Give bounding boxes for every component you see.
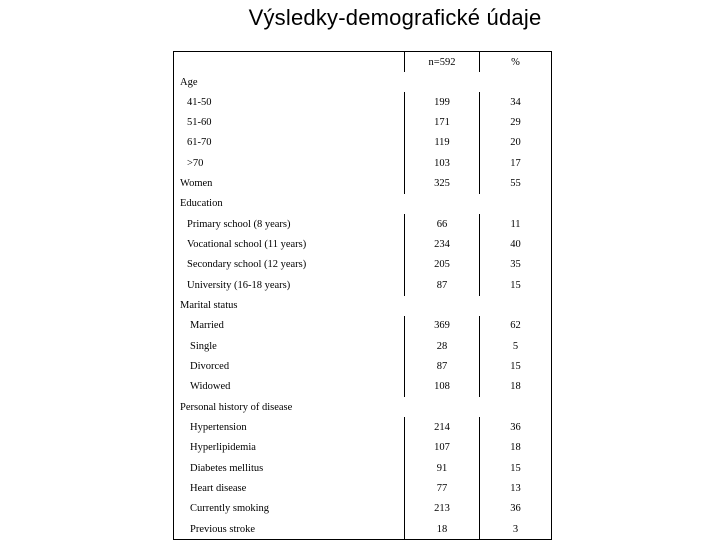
row-n: 28: [404, 336, 479, 356]
row-n: 87: [404, 356, 479, 376]
row-n: 103: [404, 153, 479, 173]
page-title: Výsledky-demografické údaje: [248, 5, 542, 30]
table-row-women: [174, 174, 551, 194]
table-row: [174, 478, 551, 498]
row-pct: 20: [479, 133, 551, 153]
table-row: [174, 336, 551, 356]
row-pct: 35: [479, 255, 551, 275]
section-disease: [174, 397, 551, 417]
row-label: Hypertension: [190, 421, 247, 433]
row-label: Married: [190, 320, 224, 332]
row-n: 77: [404, 478, 479, 498]
row-label: Widowed: [190, 381, 231, 393]
row-label: Heart disease: [190, 482, 247, 494]
table-row: [174, 214, 551, 234]
row-pct: 11: [479, 214, 551, 234]
table-header-row: [174, 52, 551, 72]
table-row: [174, 519, 551, 539]
section-age: [174, 72, 551, 92]
row-label: Diabetes mellitus: [190, 462, 264, 474]
table-row: [174, 153, 551, 173]
table-row: [174, 417, 551, 437]
row-label: 61-70: [187, 137, 212, 149]
section-label: Education: [180, 198, 223, 210]
row-label: Primary school (8 years): [187, 218, 291, 230]
table-row: [174, 356, 551, 376]
row-n: 369: [404, 316, 479, 336]
row-n: 66: [404, 214, 479, 234]
row-n: 171: [404, 112, 479, 132]
row-pct: 29: [479, 112, 551, 132]
row-label: Hyperlipidemia: [190, 442, 256, 454]
table-row: [174, 499, 551, 519]
table-row: [174, 255, 551, 275]
row-n: 91: [404, 458, 479, 478]
row-label: Secondary school (12 years): [187, 259, 307, 271]
table-row: [174, 316, 551, 336]
row-label: University (16-18 years): [187, 279, 291, 291]
row-label: Currently smoking: [190, 503, 270, 515]
row-pct: 15: [479, 458, 551, 478]
row-label: Divorced: [190, 360, 230, 372]
row-label: 41-50: [187, 96, 212, 108]
row-label: >70: [187, 157, 204, 169]
table-row: [174, 437, 551, 457]
table-row: [174, 234, 551, 254]
row-n: 199: [404, 92, 479, 112]
row-pct: 36: [479, 499, 551, 519]
row-pct: 13: [479, 478, 551, 498]
row-n: 214: [404, 417, 479, 437]
table-row: [174, 92, 551, 112]
section-label: Age: [180, 76, 198, 88]
row-pct: 62: [479, 316, 551, 336]
header-n: n=592: [404, 52, 479, 72]
table-row: [174, 377, 551, 397]
row-pct: 17: [479, 153, 551, 173]
row-n: 213: [404, 499, 479, 519]
row-pct: 5: [479, 336, 551, 356]
row-pct: 15: [479, 356, 551, 376]
row-n: 18: [404, 519, 479, 539]
row-label: Single: [190, 340, 217, 352]
row-label: 51-60: [187, 117, 212, 129]
row-n: 107: [404, 437, 479, 457]
section-label: Personal history of disease: [180, 401, 293, 413]
table-row: [174, 275, 551, 295]
row-n: 325: [404, 174, 479, 194]
table-row: [174, 458, 551, 478]
row-label: Women: [180, 178, 213, 190]
row-pct: 40: [479, 234, 551, 254]
demographics-table: [173, 51, 552, 540]
row-pct: 3: [479, 519, 551, 539]
row-pct: 34: [479, 92, 551, 112]
row-pct: 15: [479, 275, 551, 295]
row-n: 234: [404, 234, 479, 254]
row-label: Previous stroke: [190, 523, 256, 535]
table-row: [174, 133, 551, 153]
row-pct: 18: [479, 377, 551, 397]
header-label-cell: [174, 52, 404, 72]
row-n: 108: [404, 377, 479, 397]
row-n: 87: [404, 275, 479, 295]
section-marital: [174, 296, 551, 316]
row-pct: 18: [479, 437, 551, 457]
section-label: Marital status: [180, 300, 238, 312]
table-row: [174, 112, 551, 132]
row-n: 119: [404, 133, 479, 153]
row-pct: 55: [479, 174, 551, 194]
row-pct: 36: [479, 417, 551, 437]
row-label: Vocational school (11 years): [187, 239, 307, 251]
row-n: 205: [404, 255, 479, 275]
section-education: [174, 194, 551, 214]
header-pct: %: [479, 52, 551, 72]
